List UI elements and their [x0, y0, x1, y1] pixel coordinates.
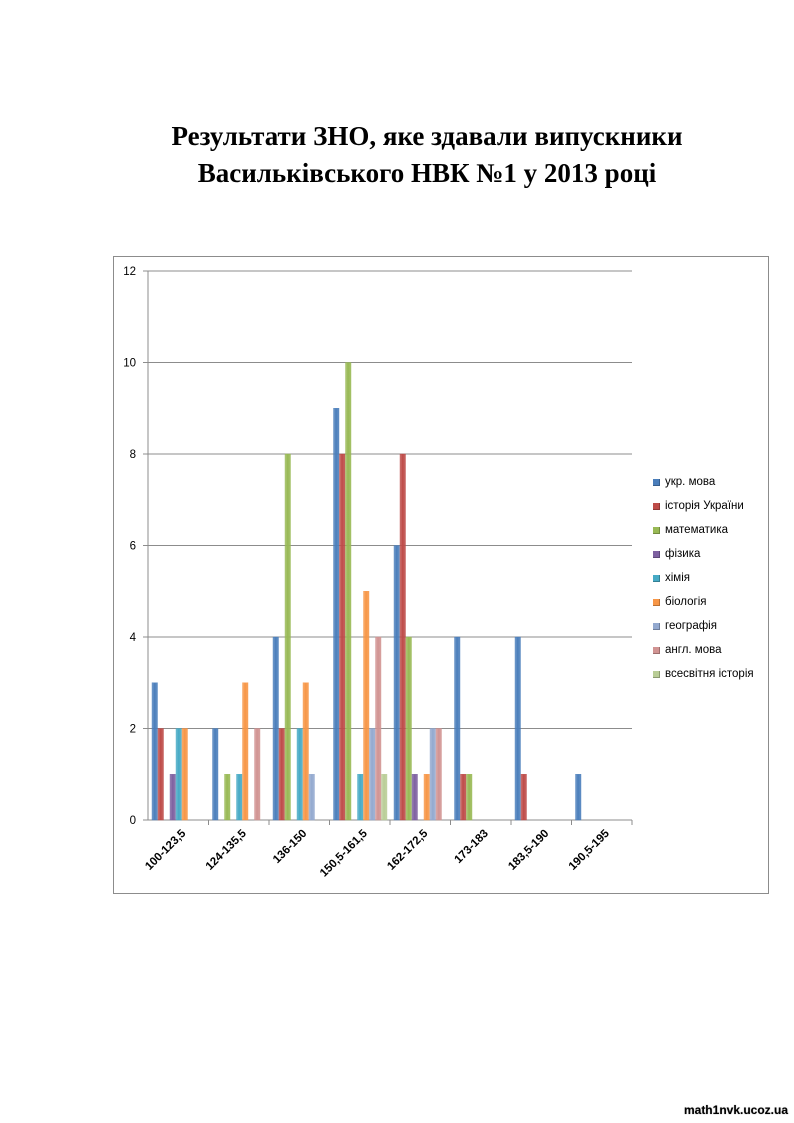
x-tick-label: 136-150 — [271, 827, 310, 866]
bar-історія-України-5 — [461, 774, 467, 820]
bar-математика-4 — [406, 637, 412, 820]
legend-item — [653, 614, 793, 638]
site-watermark: math1nvk.ucoz.ua — [683, 1103, 788, 1117]
bar-англ.-мова-4 — [436, 729, 442, 821]
y-tick-label: 0 — [129, 815, 136, 827]
x-tick-label: 100-123,5 — [143, 827, 189, 873]
bar-географія-4 — [430, 729, 436, 821]
legend-label: укр. мова — [665, 476, 716, 488]
bar-укр.-мова-4 — [394, 546, 400, 821]
legend-swatch — [653, 647, 660, 654]
legend-swatch — [653, 599, 660, 606]
legend-label: історія України — [665, 500, 744, 512]
legend-item — [653, 470, 793, 494]
chart-legend — [653, 470, 793, 686]
legend-label: математика — [665, 524, 729, 536]
legend-item — [653, 542, 793, 566]
bar-географія-2 — [309, 774, 315, 820]
bar-укр.-мова-7 — [576, 774, 582, 820]
legend-item — [653, 566, 793, 590]
legend-item — [653, 662, 793, 686]
y-tick-label: 2 — [129, 723, 136, 736]
x-tick-label: 150,5-161,5 — [317, 827, 370, 880]
bar-математика-1 — [225, 774, 231, 820]
bar-хімія-2 — [297, 729, 303, 821]
bar-укр.-мова-3 — [334, 408, 340, 820]
legend-swatch — [653, 623, 660, 630]
y-tick-label: 6 — [129, 540, 136, 553]
legend-item — [653, 590, 793, 614]
y-tick-label: 4 — [129, 632, 136, 644]
legend-label: англ. мова — [665, 644, 722, 656]
bar-укр.-мова-1 — [213, 729, 219, 821]
bar-хімія-0 — [176, 729, 182, 821]
bar-укр.-мова-2 — [273, 637, 279, 820]
bar-математика-2 — [285, 454, 291, 820]
x-tick-label: 190,5-195 — [566, 827, 612, 873]
bar-біологія-4 — [424, 774, 430, 820]
legend-swatch — [653, 479, 660, 486]
legend-swatch — [653, 575, 660, 582]
x-tick-label: 162-172,5 — [385, 827, 431, 873]
legend-label: хімія — [665, 572, 690, 584]
legend-item — [653, 518, 793, 542]
bar-укр.-мова-5 — [455, 637, 461, 820]
x-tick-label: 124-135,5 — [203, 827, 249, 873]
bar-хімія-3 — [358, 774, 364, 820]
legend-item — [653, 494, 793, 518]
legend-label: фізика — [665, 548, 701, 560]
x-tick-label: 173-183 — [452, 827, 491, 866]
legend-label: географія — [665, 620, 717, 632]
legend-swatch — [653, 671, 660, 678]
legend-label: всесвітня історія — [665, 668, 754, 680]
legend-swatch — [653, 503, 660, 510]
y-tick-label: 12 — [123, 266, 136, 278]
legend-label: біологія — [665, 596, 707, 608]
bar-математика-5 — [467, 774, 473, 820]
bar-математика-3 — [346, 363, 352, 821]
bar-історія-України-0 — [158, 729, 164, 821]
bar-біологія-3 — [364, 591, 370, 820]
bar-історія-України-3 — [340, 454, 346, 820]
bar-фізика-4 — [412, 774, 418, 820]
bar-біологія-1 — [243, 683, 249, 820]
bar-укр.-мова-0 — [152, 683, 158, 820]
page-title-line-2: Васильківського НВК №1 у 2013 році — [197, 158, 657, 188]
bar-укр.-мова-6 — [515, 637, 521, 820]
bar-історія-України-6 — [521, 774, 527, 820]
bar-біологія-0 — [182, 729, 188, 821]
bar-біологія-2 — [303, 683, 309, 820]
bar-географія-3 — [370, 729, 376, 821]
y-tick-label: 8 — [129, 449, 136, 461]
bar-англ.-мова-1 — [255, 729, 261, 821]
x-tick-label: 183,5-190 — [506, 827, 552, 873]
page-title-line-1: Результати ЗНО, яке здавали випускники — [171, 121, 683, 151]
bar-фізика-0 — [170, 774, 176, 820]
bar-історія-України-2 — [279, 729, 285, 821]
bar-всесвітня-історія-3 — [382, 774, 388, 820]
bar-англ.-мова-3 — [376, 637, 382, 820]
legend-swatch — [653, 527, 660, 534]
legend-item — [653, 638, 793, 662]
y-tick-label: 10 — [123, 357, 136, 370]
legend-swatch — [653, 551, 660, 558]
bar-хімія-1 — [237, 774, 243, 820]
bar-історія-України-4 — [400, 454, 406, 820]
